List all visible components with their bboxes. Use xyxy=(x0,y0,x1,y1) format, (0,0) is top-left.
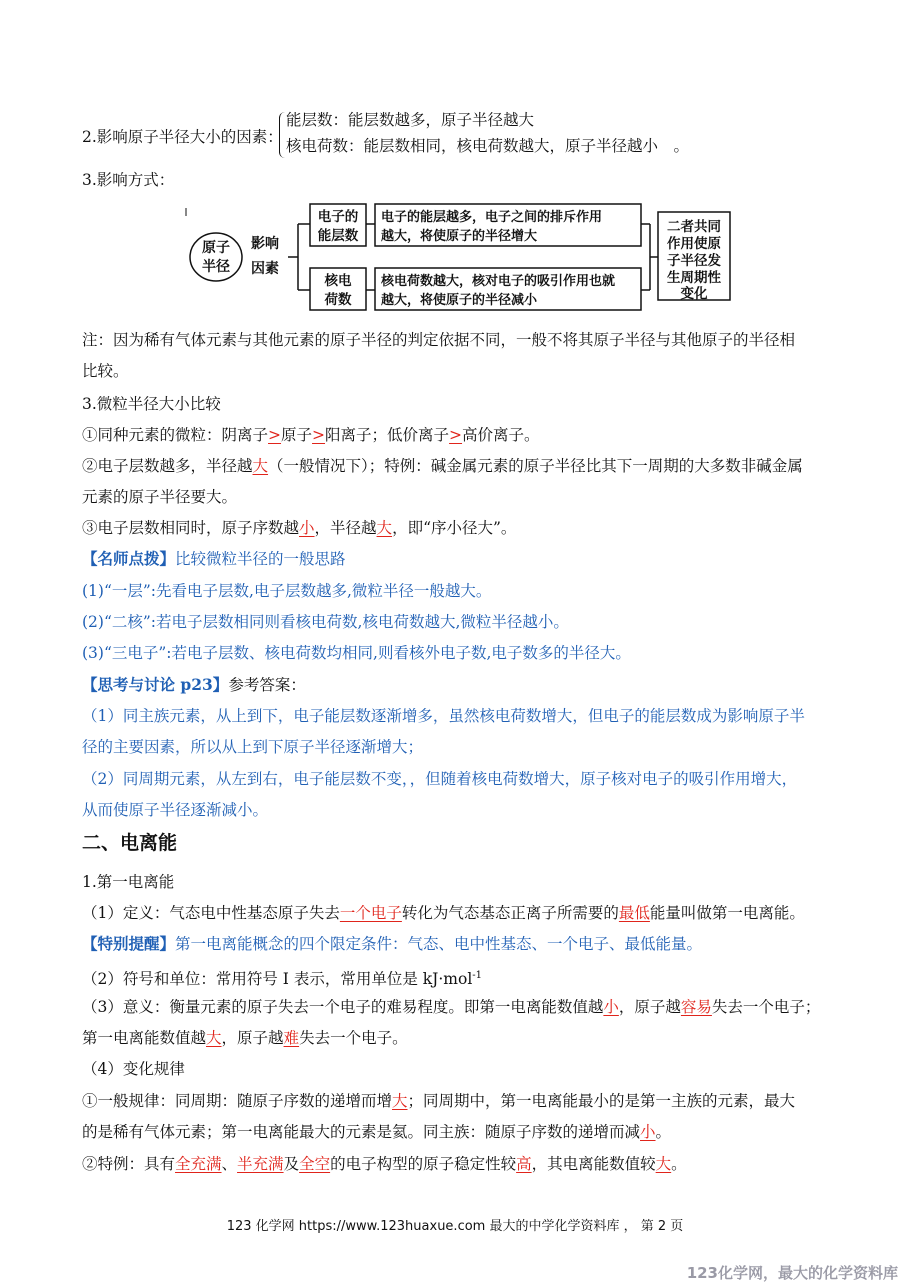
tip-heading: 【名师点拨】比较微粒半径的一般思路 xyxy=(82,549,346,568)
page-footer: 123 化学网 https://www.123huaxue.com 最大的中学化学资料库 ， 第 2 页 xyxy=(226,1219,684,1234)
factor-nuclear-charge: 核电荷数：能层数相同，核电荷数越大，原子半径越小 。 xyxy=(286,137,690,155)
site-watermark: 123化学网，最大的化学资料库 xyxy=(686,1264,898,1282)
result-line-4: 生周期性 xyxy=(667,270,721,286)
rule-same-element: ①同种元素的微粒：阴离子>原子>阳离子；低价离子>高价离子。 xyxy=(82,426,540,444)
meaning-2: 第一电离能数值越大，原子越难失去一个电子。 xyxy=(82,1029,408,1047)
box1-line-1: 电子的 xyxy=(317,209,359,225)
note-line-1: 注：因为稀有气体元素与其他元素的原子半径的判定依据不同，一般不将其原子半径与其他原子的半径相 xyxy=(82,331,796,349)
tip-3: (3)“三电子”:若电子层数、核电荷数均相同,则看核外电子数,电子数多的半径大。 xyxy=(82,644,631,662)
rule-same-layers: ③电子层数相同时，原子序数越小，半径越大，即“序小径大”。 xyxy=(82,519,517,537)
definition: （1）定义：气态电中性基态原子失去一个电子转化为气态基态正离子所需要的最低能量叫做第一电离能。 xyxy=(82,904,805,922)
special-reminder: 【特别提醒】第一电离能概念的四个限定条件：气态、电中性基态、一个电子、最低能量。 xyxy=(82,934,703,953)
brace xyxy=(279,112,286,158)
center-label-1: 原子 xyxy=(202,240,230,256)
answer-1b: 径的主要因素，所以从上到下原子半径逐渐增大； xyxy=(82,738,424,756)
result-line-1: 二者共同 xyxy=(667,219,721,235)
answer-1a: （1）同主族元素，从上到下，电子能层数逐渐增多，虽然核电荷数增大，但电子的能层数成为影响原子半 xyxy=(82,707,805,725)
box1-line-2: 能层数 xyxy=(317,228,359,244)
special-case: ②特例：具有全充满、半充满及全空的电子构型的原子稳定性较高，其电离能数值较大。 xyxy=(82,1155,687,1173)
influence-label-1: 影响 xyxy=(251,236,279,252)
general-rule-2: 的是稀有气体元素；第一电离能最大的元素是氦。同主族：随原子序数的递增而减小。 xyxy=(82,1123,672,1141)
section-ionization-title: 二、电离能 xyxy=(82,832,178,854)
result-line-2: 作用使原 xyxy=(667,236,721,252)
influence-diagram xyxy=(184,202,744,312)
think-heading: 【思考与讨论 p23】参考答案： xyxy=(82,675,306,694)
rule-heading: （4）变化规律 xyxy=(82,1060,185,1078)
box1-desc-1: 电子的能层越多，电子之间的排斥作用 xyxy=(381,210,603,225)
result-line-3: 子半径发 xyxy=(667,253,721,269)
meaning-1: （3）意义：衡量元素的原子失去一个电子的难易程度。即第一电离能数值越小，原子越容易失去一个电子； xyxy=(82,998,821,1016)
rule-layers: ②电子层数越多，半径越大（一般情况下）；特例：碱金属元素的原子半径比其下一周期的大多数非碱金属 xyxy=(82,457,803,475)
box2-line-1: 核电 xyxy=(324,273,352,289)
answer-2a: （2）同周期元素，从左到右，电子能层数不变，，但随着核电荷数增大，原子核对电子的吸引作用增大， xyxy=(82,770,798,788)
rule-layers-cont: 元素的原子半径要大。 xyxy=(82,488,238,506)
box2-line-2: 荷数 xyxy=(324,292,352,308)
tip-2: (2)“二核”:若电子层数相同则看核电荷数,核电荷数越大,微粒半径越小。 xyxy=(82,613,569,631)
particle-heading: 3.微粒半径大小比较 xyxy=(82,395,221,413)
result-line-5: 变化 xyxy=(680,286,708,302)
box2-desc-1: 核电荷数越大，核对电子的吸引作用也就 xyxy=(381,274,616,289)
first-ionization-heading: 1.第一电离能 xyxy=(82,873,175,891)
box2-desc-2: 越大，将使原子的半径减小 xyxy=(381,293,538,308)
influence-label-2: 因素 xyxy=(251,261,279,277)
symbol-unit: （2）符号和单位：常用符号 I 表示，常用单位是 kJ·mol$^{-1}$ xyxy=(82,970,483,989)
method-heading: 3.影响方式： xyxy=(82,171,175,189)
factor-energy-levels: 能层数：能层数越多，原子半径越大 xyxy=(286,111,535,129)
note-line-2: 比较。 xyxy=(82,362,129,380)
answer-2b: 从而使原子半径逐渐减小。 xyxy=(82,801,269,819)
tip-1: (1)“一层”:先看电子层数,电子层数越多,微粒半径一般越大。 xyxy=(82,582,492,600)
factors-label: 2.影响原子半径大小的因素： xyxy=(82,128,283,146)
box1-desc-2: 越大，将使原子的半径增大 xyxy=(381,229,538,244)
center-label-2: 半径 xyxy=(202,259,230,275)
general-rule-1: ①一般规律：同周期：随原子序数的递增而增大；同周期中，第一电离能最小的是第一主族的元素，最大 xyxy=(82,1092,796,1110)
